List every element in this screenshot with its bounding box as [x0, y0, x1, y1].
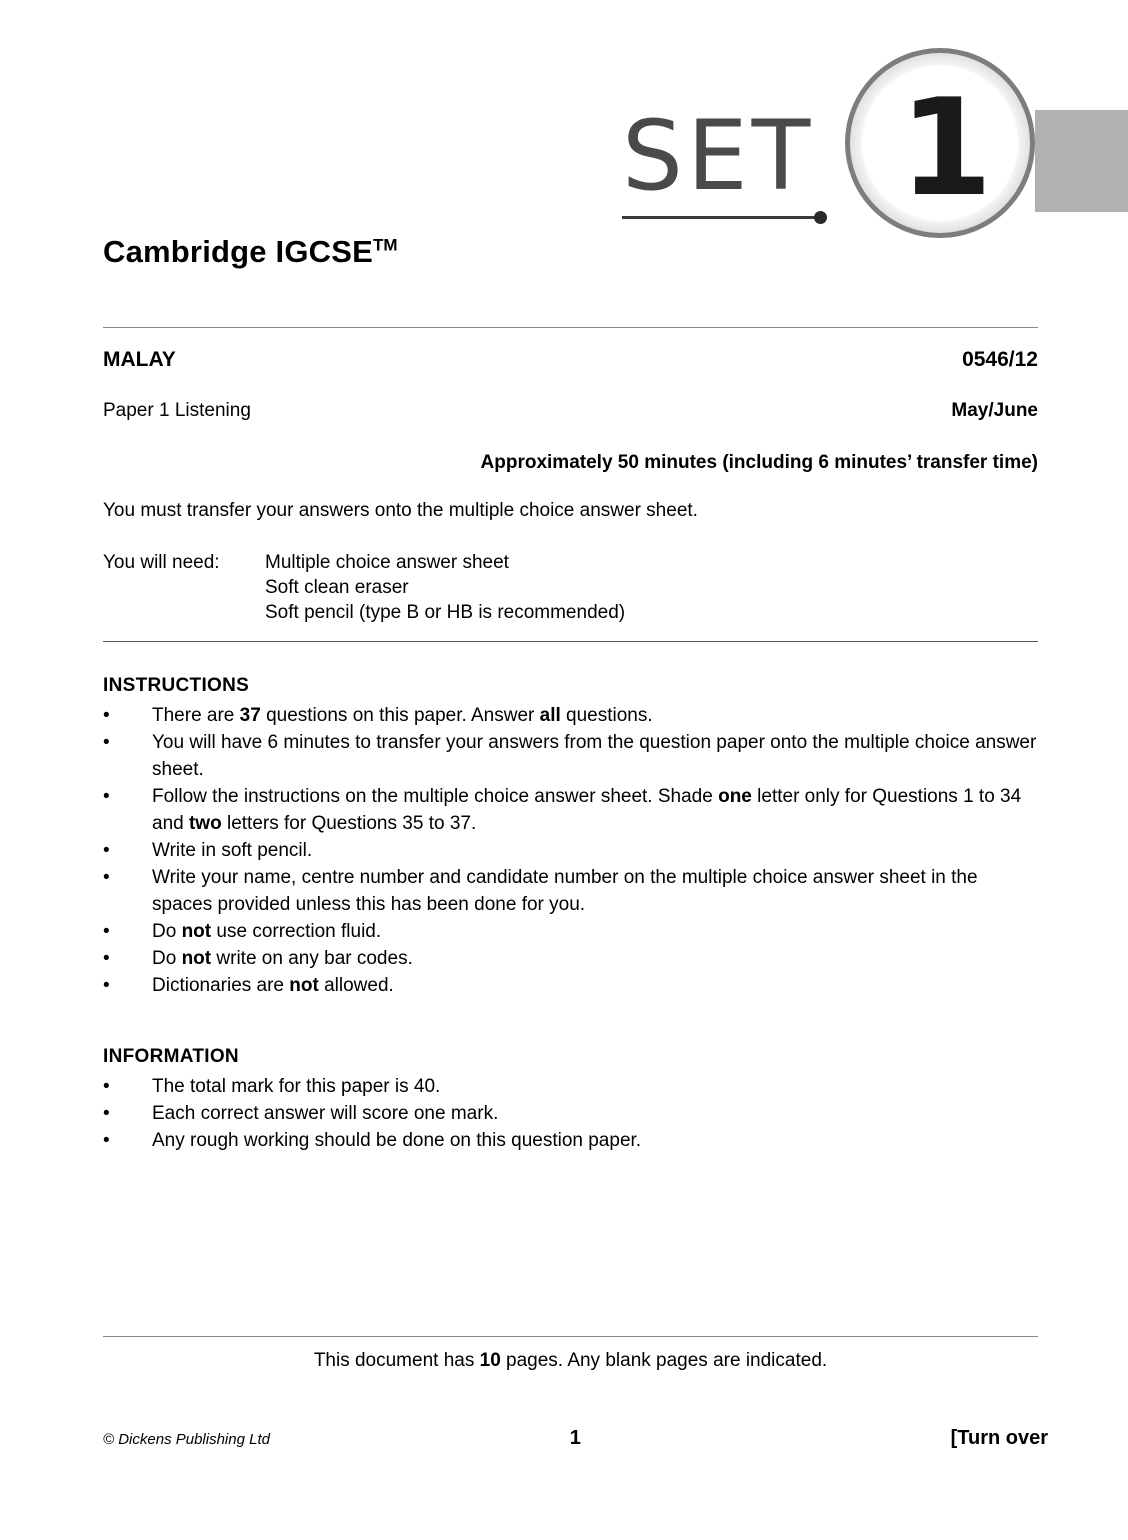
exam-session: May/June	[951, 400, 1038, 421]
list-item-text: letters for Questions 35 to 37.	[221, 813, 477, 834]
instructions-list	[103, 702, 1038, 999]
emphasis-text: 37	[239, 705, 261, 726]
list-item-text: Do	[152, 948, 182, 969]
list-item	[103, 864, 1038, 918]
list-item-text: use correction fluid.	[211, 921, 382, 942]
list-item	[103, 702, 1038, 729]
list-item-text: write on any bar codes.	[211, 948, 413, 969]
list-item-text: letter only for Questions 1 to 34 and	[152, 786, 1022, 834]
list-item-text: Write in soft pencil.	[152, 840, 313, 861]
list-item	[103, 1127, 1038, 1154]
page-footer	[103, 1427, 1048, 1450]
list-item-text: Follow the instructions on the multiple choice answer sheet. Shade	[152, 786, 719, 807]
list-item-text: Each correct answer will score one mark.	[152, 1103, 499, 1124]
doc-note-prefix: This document has	[313, 1350, 480, 1371]
emphasis-text: not	[289, 975, 319, 996]
page-title	[103, 234, 1038, 270]
logo-set-word: SET	[622, 100, 815, 212]
turn-over-label: [Turn over	[950, 1427, 1048, 1449]
transfer-note: You must transfer your answers onto the multiple choice answer sheet.	[103, 500, 698, 521]
requirements-item: Soft pencil (type B or HB is recommended)	[265, 602, 626, 623]
list-item	[103, 1100, 1038, 1127]
subject-row	[103, 348, 1038, 372]
paper-name: Paper 1 Listening	[103, 400, 251, 421]
information-list	[103, 1073, 1038, 1154]
brand-name: Cambridge IGCSE	[103, 234, 373, 269]
copyright-text: © Dickens Publishing Ltd	[103, 1431, 270, 1448]
logo-circle-ring	[845, 48, 1035, 238]
paper-code: 0546/12	[962, 348, 1038, 371]
paper-row	[103, 400, 1038, 422]
document-page-note	[103, 1350, 1038, 1372]
doc-page-count: 10	[479, 1350, 501, 1371]
list-item	[103, 945, 1038, 972]
trademark-icon: TM	[373, 235, 398, 255]
list-item-text: questions on this paper. Answer	[260, 705, 540, 726]
list-item-text: Any rough working should be done on this question paper.	[152, 1130, 642, 1151]
logo-set-number: 1	[899, 70, 991, 226]
list-item-text: questions.	[560, 705, 653, 726]
emphasis-text: two	[188, 813, 222, 834]
page-number: 1	[569, 1427, 581, 1449]
logo-dot-icon	[814, 211, 827, 224]
list-item-text: There are	[152, 705, 240, 726]
list-item	[103, 783, 1038, 837]
list-item-text: The total mark for this paper is 40.	[152, 1076, 441, 1097]
list-item	[103, 729, 1038, 783]
subject-name: MALAY	[103, 348, 176, 371]
requirements-block	[103, 550, 1038, 625]
list-item-text: Write your name, centre number and candidate number on the multiple choice answer sheet in the spaces provided unless this has been done for you.	[152, 867, 978, 915]
emphasis-text: all	[539, 705, 561, 726]
list-item	[103, 837, 1038, 864]
divider-bottom	[103, 1336, 1038, 1337]
list-item-text: allowed.	[318, 975, 394, 996]
list-item	[103, 972, 1038, 999]
logo-underline	[622, 216, 825, 219]
list-item-text: Dictionaries are	[152, 975, 290, 996]
list-item	[103, 1073, 1038, 1100]
information-heading: INFORMATION	[103, 1046, 239, 1067]
doc-note-suffix: pages. Any blank pages are indicated.	[500, 1350, 828, 1371]
requirements-list	[265, 550, 625, 625]
emphasis-text: one	[718, 786, 752, 807]
logo-grey-bar	[1035, 110, 1128, 212]
emphasis-text: not	[181, 921, 212, 942]
exam-duration: Approximately 50 minutes (including 6 minutes’ transfer time)	[480, 452, 1038, 473]
requirements-label: You will need:	[103, 552, 220, 573]
requirements-item: Soft clean eraser	[265, 577, 409, 598]
divider-top	[103, 327, 1038, 328]
list-item	[103, 918, 1038, 945]
emphasis-text: not	[181, 948, 212, 969]
list-item-text: Do	[152, 921, 182, 942]
instructions-heading: INSTRUCTIONS	[103, 675, 250, 696]
list-item-text: You will have 6 minutes to transfer your answers from the question paper onto the multiple choice answer sheet.	[152, 732, 1037, 780]
divider-middle	[103, 641, 1038, 642]
requirements-item: Multiple choice answer sheet	[265, 552, 509, 573]
